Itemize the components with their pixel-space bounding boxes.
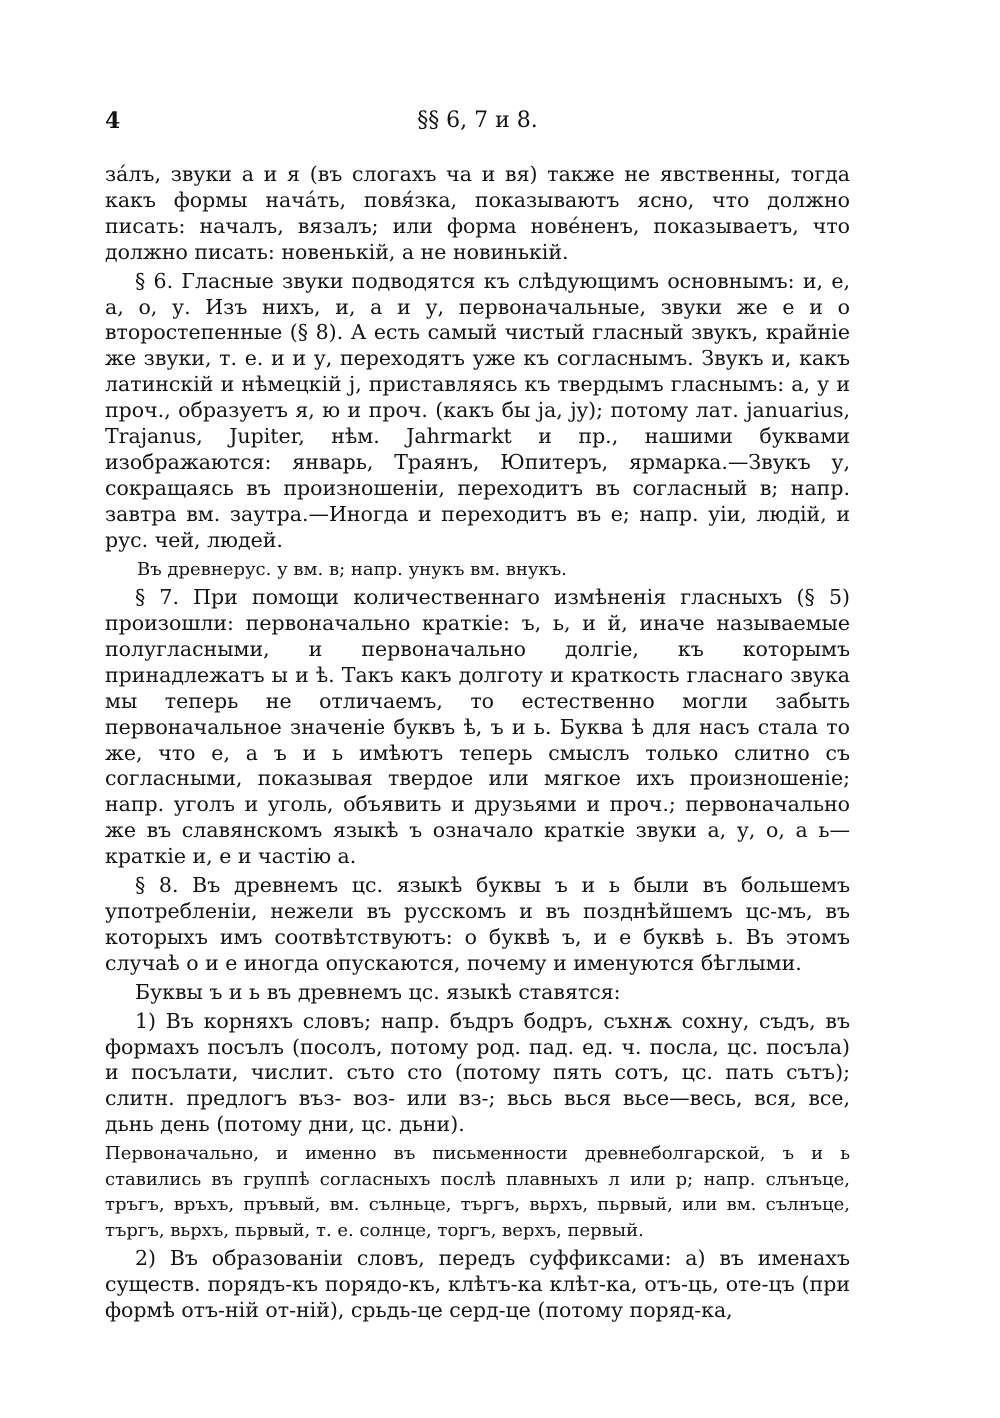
paragraph-old-bulgarian: Первоначально, и именно въ письменности древнеболгарской, ъ и ь ставились въ группѣ согласныхъ послѣ плавныхъ л или р; напр. слънъце, тръгъ, връхъ, пръвый, вм. сълньце, търгъ, вьрхъ, пьрвый, или вм. сълнъце, търгъ, вьрхъ, пьрвый, т. е. солнце, торгъ, верхъ, первый. xyxy=(105,1143,850,1241)
paragraph-section-7: § 7. При помощи количественнаго измѣненiя гласныхъ (§ 5) произошли: первоначально краткiе: ъ, ь, и й, иначе называемые полугласными, и первоначально долгiе, къ которымъ принадлежатъ ы и ѣ. Такъ какъ долготу и краткость гласнаго звука мы теперь не отличаемъ, то естественно могли забыть первоначальное значенiе буквъ ѣ, ъ и ь. Буква ѣ для насъ стала то же, что е, а ъ и ь имѣютъ теперь смыслъ только слитно съ согласными, показывая твердое или мягкое ихъ произношенiе; напр. уголъ и уголь, объявить и друзьями и проч.; первоначально же въ славянскомъ языкѣ ъ означало краткiе звуки а, у, о, а ь—краткiе и, е и частiю а. xyxy=(105,585,850,869)
page-body xyxy=(105,162,850,1324)
paragraph-roots: 1) Въ корняхъ словъ; напр. бъдръ бодръ, съхнѫ сохну, съдъ, въ формахъ посълъ (посолъ, потому род. пад. ед. ч. посла, цс. посъла) и посълати, числит. съто сто (потому пять сотъ, цс. пать сътъ); слитн. предлогъ въз- воз- или вз-; вьсь вься вьсе—весь, вся, все, дьнь день (потому дни, цс. дьни). xyxy=(105,1008,850,1137)
paragraph-section-6: § 6. Гласные звуки подводятся къ слѣдующимъ основнымъ: и, е, а, о, у. Изъ нихъ, и, а и у, первоначальные, звуки же е и о второстепенные (§ 8). А есть самый чистый гласный звукъ, крайнiе же звуки, т. е. и и у, переходятъ уже къ согласнымъ. Звукъ и, какъ латинскiй и нѣмецкiй j, приставляясь къ твердымъ гласнымъ: а, у и проч., образуетъ я, ю и проч. (какъ бы ja, jy); потому лат. januarius, Trajanus, Jupiter, нѣм. Jahrmarkt и пр., нашими буквами изображаются: январь, Траянъ, Юпитеръ, ярмарка.—Звукъ у, сокращаясь въ произношенiи, переходитъ въ согласный в; напр. завтра вм. заутра.—Иногда и переходитъ въ е; напр. уiи, людiй, и рус. чей, людей. xyxy=(105,268,850,552)
note-old-russian: Въ древнерус. у вм. в; напр. унукъ вм. внукъ. xyxy=(137,558,567,580)
page-number: 4 xyxy=(105,108,121,134)
paragraph-continuation: зáлъ, звуки а и я (въ слогахъ ча и вя) также не явственны, тогда какъ формы начáть, повя́зка, показываютъ ясно, что должно писать: началъ, вязалъ; или форма новéненъ, показываетъ, что должно писать: новенькiй, а не новинькiй. xyxy=(105,162,850,264)
page-header xyxy=(105,108,850,140)
paragraph-section-8: § 8. Въ древнемъ цс. языкѣ буквы ъ и ь были въ большемъ употребленiи, нежели въ русскомъ и въ позднѣйшемъ цс-мъ, въ которыхъ имъ соотвѣтствуютъ: о буквѣ ъ, и е буквѣ ь. Въ этомъ случаѣ о и е иногда опускаются, почему и именуются бѣглыми. xyxy=(105,873,850,975)
paragraph-usage-intro: Буквы ъ и ь въ древнемъ цс. языкѣ ставятся: xyxy=(135,979,621,1004)
running-title: §§ 6, 7 и 8. xyxy=(417,108,538,133)
paragraph-word-formation: 2) Въ образованiи словъ, передъ суффиксами: а) въ именахъ существ. порядъ-къ порядо-къ, клѣтъ-ка клѣт-ка, отъ-ць, оте-цъ (при формѣ отъ-нiй от-нiй), срьдь-це серд-це (потому поряд-ка, xyxy=(105,1246,850,1322)
